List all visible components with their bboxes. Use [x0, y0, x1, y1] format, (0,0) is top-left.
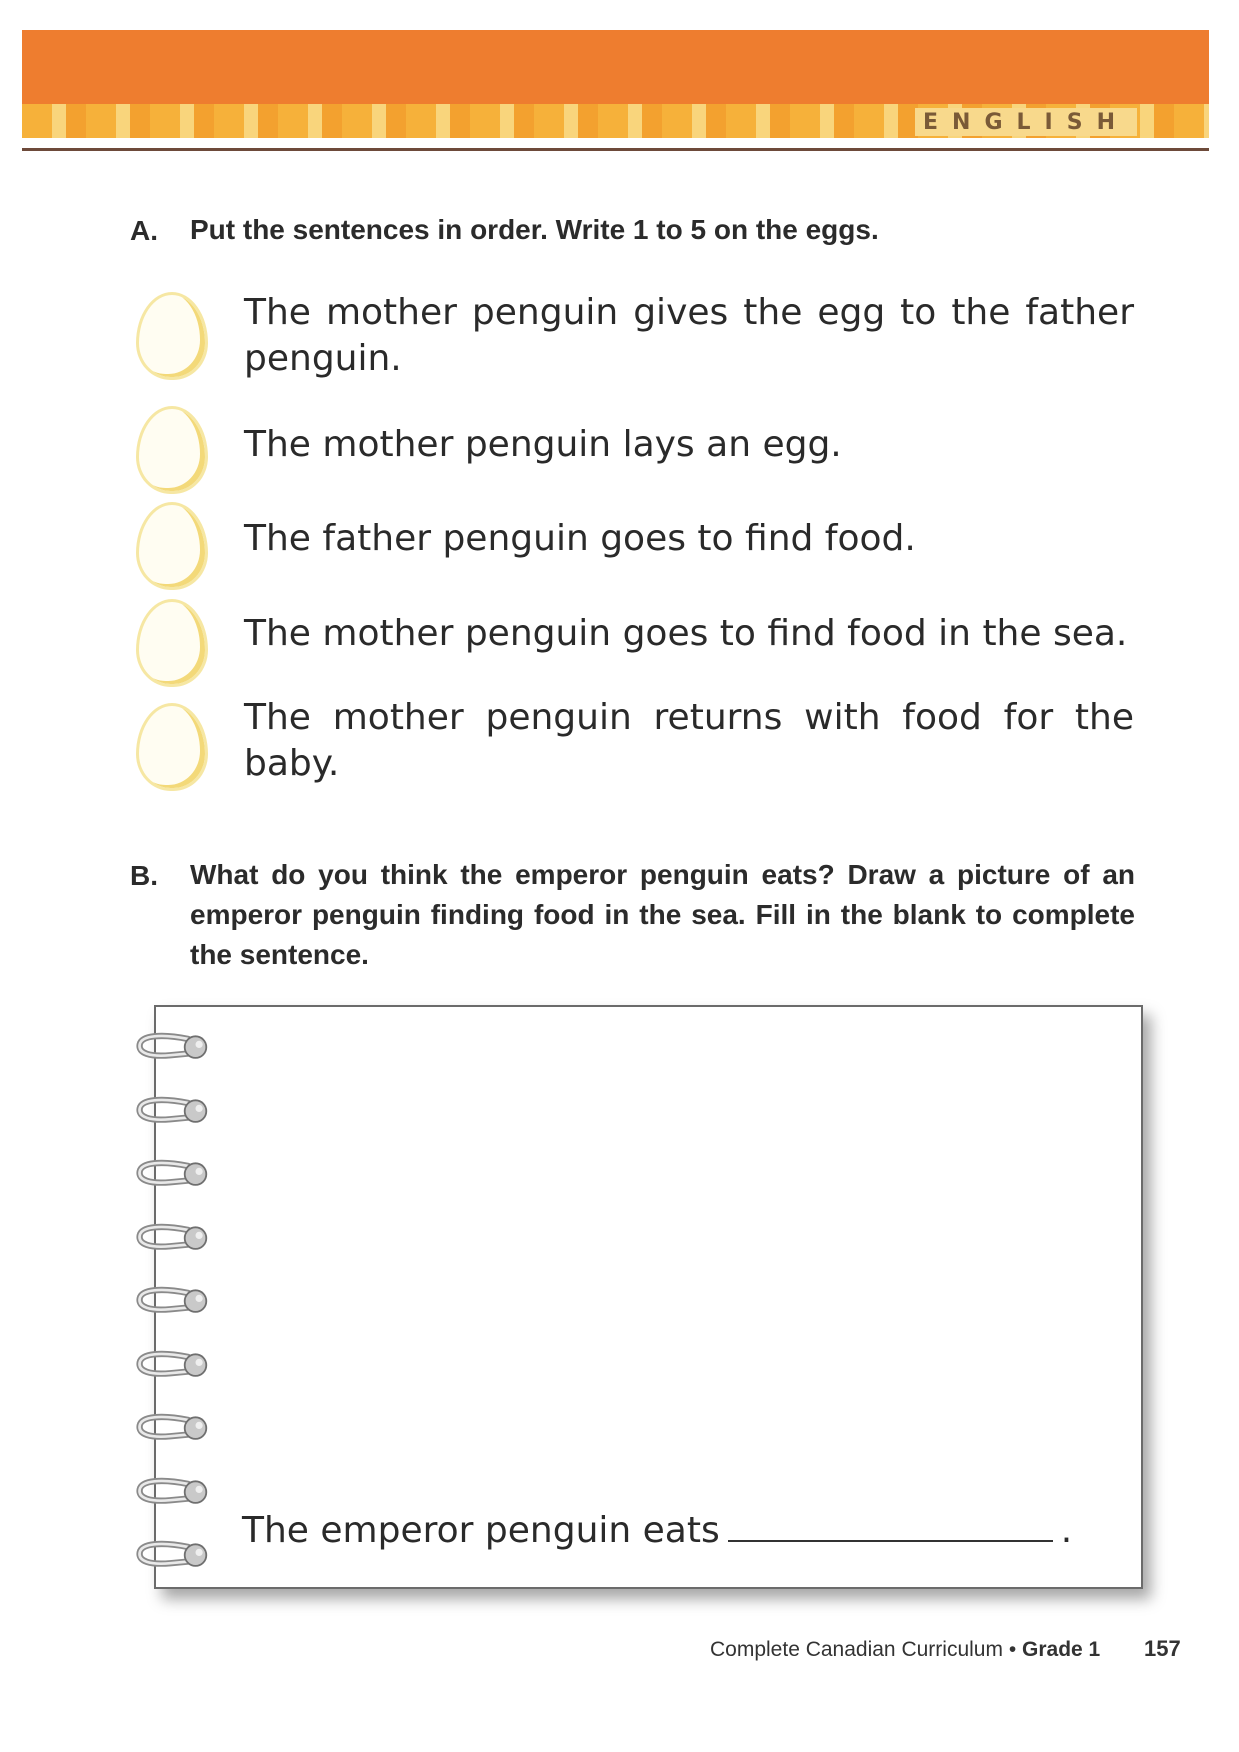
egg-answer-box[interactable] [136, 292, 208, 380]
spiral-ring-icon [130, 1475, 216, 1511]
banner-divider [22, 148, 1209, 151]
spiral-ring-icon [130, 1411, 216, 1447]
section-a-letter: A. [130, 215, 158, 246]
drawing-area[interactable] [154, 1005, 1143, 1589]
spiral-ring-icon [130, 1284, 216, 1320]
spiral-ring-icon [130, 1348, 216, 1384]
sentence-text: The mother penguin goes to find food in the sea. [244, 613, 1128, 654]
egg-answer-box[interactable] [136, 703, 208, 791]
answer-prefix: The emperor penguin eats [242, 1510, 720, 1551]
banner-orange-band [22, 30, 1209, 104]
sentence-text: The mother penguin returns with food for the baby. [244, 697, 1134, 784]
grade-label: Grade 1 [1022, 1638, 1101, 1661]
spiral-ring-icon [130, 1157, 216, 1193]
page-number: 157 [1144, 1636, 1181, 1661]
egg-answer-box[interactable] [136, 406, 208, 494]
answer-suffix: . [1060, 1510, 1073, 1551]
sentence-text: The mother penguin lays an egg. [244, 424, 842, 465]
sentence-text: The father penguin goes to find food. [244, 518, 916, 559]
section-b-instruction: What do you think the emperor penguin eats? Draw a picture of an emperor penguin finding food in the sea. Fill in the blank to complete the sentence. [190, 859, 1135, 970]
spiral-ring-icon [130, 1221, 216, 1257]
answer-sentence [242, 1510, 1072, 1551]
sentence-text: The mother penguin gives the egg to the father penguin. [244, 292, 1134, 379]
footer-bullet: • [1008, 1638, 1017, 1661]
book-title: Complete Canadian Curriculum [710, 1638, 1003, 1661]
section-b-letter: B. [130, 860, 158, 891]
header-banner [22, 30, 1209, 150]
spiral-ring-icon [130, 1094, 216, 1130]
egg-answer-box[interactable] [136, 599, 208, 687]
spiral-ring-icon [130, 1030, 216, 1066]
subject-label: ENGLISH [915, 108, 1137, 136]
answer-blank[interactable] [728, 1510, 1053, 1542]
egg-answer-box[interactable] [136, 502, 208, 590]
section-a-instruction: Put the sentences in order. Write 1 to 5 on the eggs. [190, 214, 879, 245]
footer-book-title [710, 1638, 1100, 1662]
spiral-ring-icon [130, 1538, 216, 1574]
